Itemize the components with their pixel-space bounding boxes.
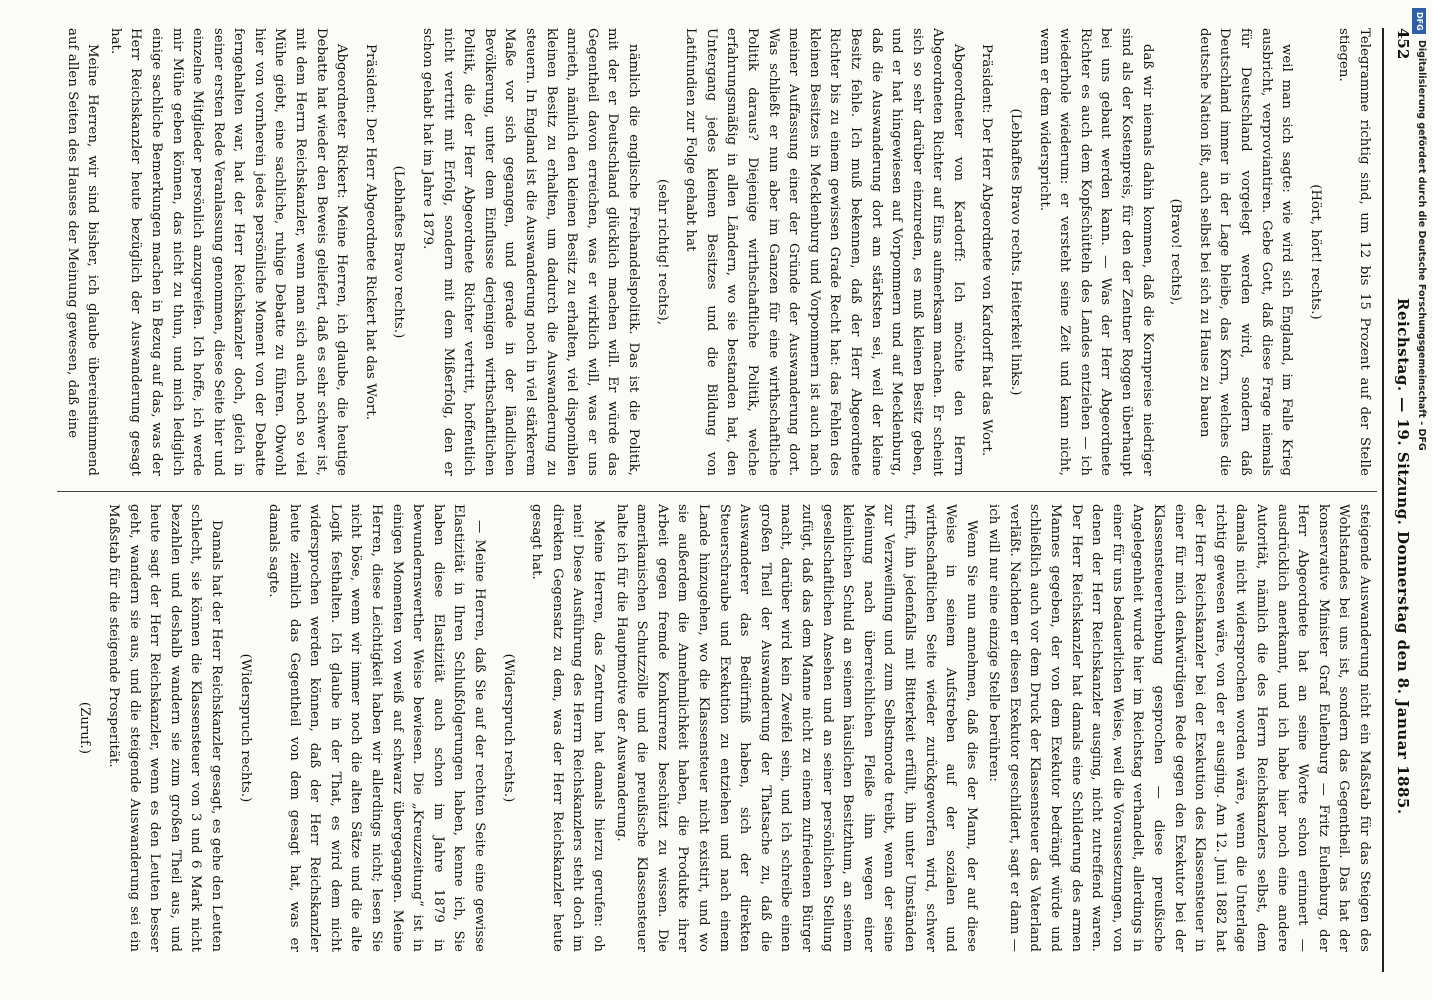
digitization-credit: Digitalisierung gefördert durch die Deutsche Forschungsgemeinschaft - DFG [1416,40,1427,451]
paragraph: (Bravo! rechts), [1168,198,1184,306]
paragraph: Damals hat der Herr Reichskanzler gesagt, es gehe den Leuten schlecht, sie können die Klassensteuer von 3 und 6 Mark nicht bezahlen und deshalb wandern sie zum großen Theil aus, und heute sagt der Herr Reichskanzler, wenn es den Leuten besser geht, wandern sie aus, und die steigende Auswanderung sei ein Maßstab für die steigende Prosperität. [105,504,224,952]
right-text-column [44,504,1374,952]
page-number: 452 [1394,28,1412,60]
dfg-logo: DFG [1412,8,1426,34]
paragraph: Telegramme richtig sind, um 12 bis 15 Prozent auf der Stelle stiegen. [1336,28,1372,476]
running-title: Reichstag. — 19. Sitzung. Donnerstag den 8. Januar 1885. [1394,298,1412,815]
paragraph: daß wir niemals dahin kommen, daß die Kornpreise niedriger sind als der Kostenpreis, für den der Zentner Roggen überhaupt bei uns gebaut werden kann. — Was der Herr Abgeordnete Richter es auch dem Kopfschütteln des Landes entziehen — ich wiederhole wiederum: er versteht seine Zeit und kann nicht, wenn er dem widerspricht. [1036,28,1155,476]
column-divider [57,491,1377,492]
paragraph: (Hört, hört! rechts.) [1307,184,1323,320]
paragraph: Abgeordneter Rickert: Meine Herren, ich glaube, die heutige Debatte hat wieder den Beweis geliefert, daß es sehr schwer ist, mit dem Herrn Reichskanzler, wenn man sich auch noch so viel Mühe giebt, eine sachliche, ruhige Debatte zu führen. Obwohl hier von vornherein jedes persönliche Moment von der Debatte ferngehalten war, hat der Herr Reichskanzler doch, gleich in seiner ersten Rede Veranlassung genommen, diese Seite hier und einzelne Mitglieder persönlich anzugreifen. Ich hoffe, ich werde mir Mühe geben können, das nicht zu thun, und mich lediglich einige sachliche Bemerkungen machen in Bezug auf das, was der Herr Reichskanzler heute bezüglich der Auswanderung gesagt hat. [107,28,350,476]
header-rule [1382,28,1384,972]
paragraph: (Lebhaftes Bravo rechts. Heiterkeit links.) [1008,108,1024,396]
paragraph: steigende Auswanderung nicht ein Maßstab für das Steigen des Wohlstandes bei uns ist, sondern das Gegentheil. Das hat der konservative Minister Graf Eulenburg — Fritz Eulenburg, der Herr Abgeordnete hat an seine Worte schon erinnert — ausdrücklich anerkannt, und ich habe hier noch eine andere Autorität, nämlich die des Herrn Reichskanzlers selbst, dem damals nicht widersprochen worden wäre, wenn die Unterlage richtig gewesen wäre, von der er ausging. Am 12. Juni 1882 hat der Herr Reichskanzler bei der Exekution des Klassensteuer in einer für mich denkwürdigen Rede gegen den Exekutor bei der Klassensteuererhebung gesprochen — diese preußische Angelegenheit wurde hier im Reichstag verhandelt, allerdings in einer für uns bedauerlichen Weise, weil die Voraussetzungen, von denen der Herr Reichskanzler ausging, nicht zutreffend waren. Der Herr Reichskanzler hat damals eine Schilderung des armen Mannes gegeben, der von dem Exekutor bedrängt würde und schließlich auch vor dem Druck der Klassensteuer das Vaterland verläßt. Nachdem er diesen Exekutor geschildert, sagt er dann — ich will nur eine einzige Stelle berühren: [986,504,1372,952]
left-text-column [44,28,1374,476]
paragraph: Präsident: Der Herr Abgeordnete Rickert hat das Wort. [362,44,378,421]
paragraph: (Widerspruch rechts.) [237,653,253,803]
paragraph: (Zuruf.) [77,701,93,755]
paragraph: Abgeordneter von Kardorff: Ich möchte den Herrn Abgeordneten Richter auf Eins aufmerksam machen. Er scheint sich so sehr darüber einzureden, es muß kleinen Besitz geben, und er hat hingewiesen auf Vorpommern und auf Mecklenburg, daß die Auswanderung dort am stärksten sei, weil der kleine Besitz fehle. Ich muß bekennen, daß der Herr Abgeordnete Richter bis zu einem gewissen Grade Recht hat: das Fehlen des kleinen Besitzes in Mecklenburg und Vorpommern ist auch nach meiner Auffassung einer der Gründe der Auswanderung dort. Was schließt er nun aber im Ganzen für eine wirthschaftliche Politik daraus? Diejenige wirthschaftliche Politik, welche erfahrungsmäßig in allen Ländern, wo sie bestanden hat, den Untergang jedes kleinen Besitzes und die Bildung von Latifundien zur Folge gehabt hat [683,28,966,476]
paragraph: Präsident: Der Herr Abgeordnete von Kardorff hat das Wort. [979,44,995,457]
paragraph: — Meine Herren, daß Sie auf der rechten Seite eine gewisse Elastizität in Ihren Schlußfolgerungen haben, kenne ich, Sie haben diese Elastizität auch schon im Jahre 1879 in bewundernswerther Weise bewiesen. Die „Kreuzzeitung“ ist in einigen Momenten von weiß auf schwarz übergegangen. Meine Herren, diese Leichtigkeit haben wir allerdings nicht; lesen Sie nicht böse, wenn wir immer noch die alten Sätze und die alte Logik festhalten. Ich glaube in der That, es wird dem nicht widersprochen werden können, daß der Herr Reichskanzler heute ziemlich das Gegentheil von dem gesagt hat, was er damals sagte. [266,504,488,952]
paragraph: (sehr richtig! rechts), [654,178,670,326]
paragraph: (Widerspruch rechts.) [500,653,516,803]
paragraph: Wenn Sie nun annehmen, daß dies der Mann, der auf diese Weise in seinem Aufstreben auf der sozialen und wirthschaftlichen Seite wieder zurückgeworfen wird, schwer trifft, ihn jedenfalls mit Bitterkeit erfüllt, ihn unter Umständen zur Verzweiflung und zum Selbstmorde treibt, wenn der seine Meinung nach überreichlichen Fleiße ihm wegen einer kleinlichen Schuld an seinem häuslichen Besitzthum, an seinem gesellschaftlichen Ansehen und an seiner persönlichen Stellung zufügt, daß das dem Manne nicht zu einem zufriedenen Bürger macht, darüber wird kein Zweifel sein, und ich schreibe einen großen Theil der Auswanderung der Thatsache zu, daß die Auswanderer das Bedürfniß haben, sich der direkten Steuerschraube und Exekution zu entziehen und nach einem Lande hinzugehen, wo die Klassensteuer nicht existirt, und wo sie außerdem die Annehmlichkeit haben, die Produkte ihrer Arbeit gegen fremde Konkurrenz beschützt zu wissen. Die amerikanischen Schutzzölle und die preußische Klassensteuer halte ich für die Hauptmotive der Auswanderung. [613,504,979,952]
paragraph: (Lebhaftes Bravo rechts.) [391,165,407,339]
paragraph: nämlich die englische Freihandelspolitik. Das ist die Politik, mit der er Deutschland glücklich machen will. Er würde das Gegentheil davon erreichen, was er wirklich will, was er uns anrieth, nämlich den kleinen Besitz zu erhalten, viel disponiblen kleinen Besitz zu erhalten, um dadurch die Auswanderung zu steuern. In England ist die Auswanderung noch in viel stärkerem Maße vor sich gegangen, und gerade in der ländlichen Bevölkerung, unter dem Einflusse derjenigen wirthschaftlichen Politik, die der Herr Abgeordnete Richter vertritt, hoffentlich nicht vertritt mit Erfolg, sondern mit dem Mißerfolg, den er schon gehabt hat im Jahre 1879. [420,28,641,476]
paragraph: weil man sich sagte: wie wird sich England, im Falle Krieg ausbricht, verproviantiren. Gebe Gott, daß diese Frage niemals für Deutschland vorgelegt werden wird, sondern daß Deutschland immer in der Lage bleibe, das Korn, welches die deutsche Nation ißt, auch selbst bei sich zu Hause zu bauen [1196,28,1295,476]
paragraph: Meine Herren, wir sind bisher, ich glaube übereinstimmend auf allen Seiten des Hauses der Meinung gewesen, daß eine [64,28,101,476]
paragraph: Meine Herren, das Zentrum hat damals hierzu gerufen: oh nein! Diese Ausführung des Herrn Reichskanzlers steht doch im direkten Gegensatz zu dem, was der Herr Reichskanzler heute gesagt hat. [529,504,607,952]
